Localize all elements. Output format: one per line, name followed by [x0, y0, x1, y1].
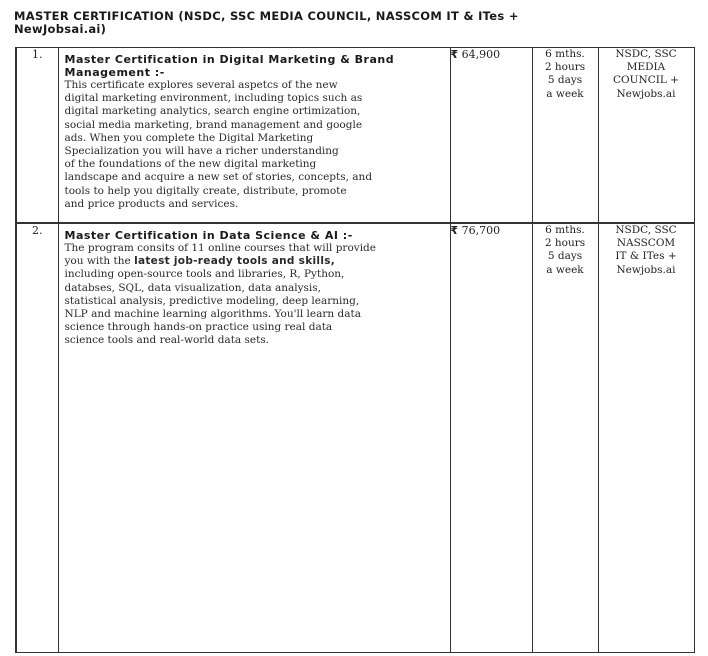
duration-line: 2 hours	[544, 237, 586, 250]
table-row	[16, 48, 694, 224]
course-description: This certificate explores several aspetcs of the new digital marketing environment, including topics such as digital marketing analytics, search engine ortimization, social media marketing, brand management and google ads. When you complete the Digital Marketing Specialization you will have a richer understanding of the foundations of the new digital marketing landscape and acquire a new set of stories, concepts, and tools to help you digitally create, distribute, promote and price products and services.	[64, 79, 373, 210]
certifier-line: COUNCIL +	[613, 74, 679, 87]
certifier-line: Newjobs.ai	[616, 263, 676, 276]
certified-by-cell	[598, 48, 694, 224]
duration-cell	[532, 48, 598, 224]
duration-line: 6 mths.	[545, 48, 585, 60]
rupee-symbol: ₹	[450, 224, 459, 237]
table-row	[16, 223, 694, 653]
fee-cell	[450, 223, 532, 653]
duration-line: a week	[546, 87, 584, 100]
page-heading	[14, 10, 694, 36]
duration-line: 5 days	[547, 250, 583, 263]
fee-amount: 76,700	[461, 224, 501, 237]
certifier-line: NSDC, SSC	[615, 48, 677, 60]
duration-line: a week	[546, 263, 584, 276]
certification-table	[15, 47, 695, 653]
duration-line: 5 days	[547, 74, 583, 87]
description-text: including open-source tools and libraries, R, Python, databses, SQL, data visualization, data analysis, statistical analysis, predictive modeling, deep learning, NLP and machine learning algorithms. You'll learn data science through hands-on practice using real data science tools and real-world data sets.	[64, 268, 361, 347]
course-cell	[58, 223, 450, 653]
rupee-symbol: ₹	[450, 48, 459, 61]
description-text: The program consits of 11 online courses that will provide you with the	[64, 242, 376, 268]
serial-number: 1.	[16, 48, 58, 224]
course-title: Master Certification in Data Science & AI :-	[64, 229, 353, 242]
course-title: Master Certification in Digital Marketing & Brand Management :-	[64, 53, 395, 79]
heading-line-2: NewJobsai.ai)	[14, 22, 107, 36]
description-highlight: latest job-ready tools and skills,	[134, 255, 336, 268]
duration-line: 6 mths.	[545, 224, 585, 236]
certifier-line: MEDIA	[626, 61, 666, 74]
course-cell	[58, 48, 450, 224]
certified-by-cell	[598, 223, 694, 653]
fee-cell	[450, 48, 532, 224]
certifier-line: IT & ITes +	[615, 250, 677, 263]
serial-number: 2.	[16, 223, 58, 653]
certifier-line: NASSCOM	[616, 237, 676, 250]
duration-line: 2 hours	[544, 61, 586, 74]
course-description	[65, 242, 444, 348]
fee-amount: 64,900	[461, 48, 501, 61]
certifier-line: NSDC, SSC	[615, 224, 677, 236]
duration-cell	[532, 223, 598, 653]
heading-line-1: MASTER CERTIFICATION (NSDC, SSC MEDIA COUNCIL, NASSCOM IT & ITes +	[14, 9, 519, 23]
certifier-line: Newjobs.ai	[616, 87, 676, 100]
